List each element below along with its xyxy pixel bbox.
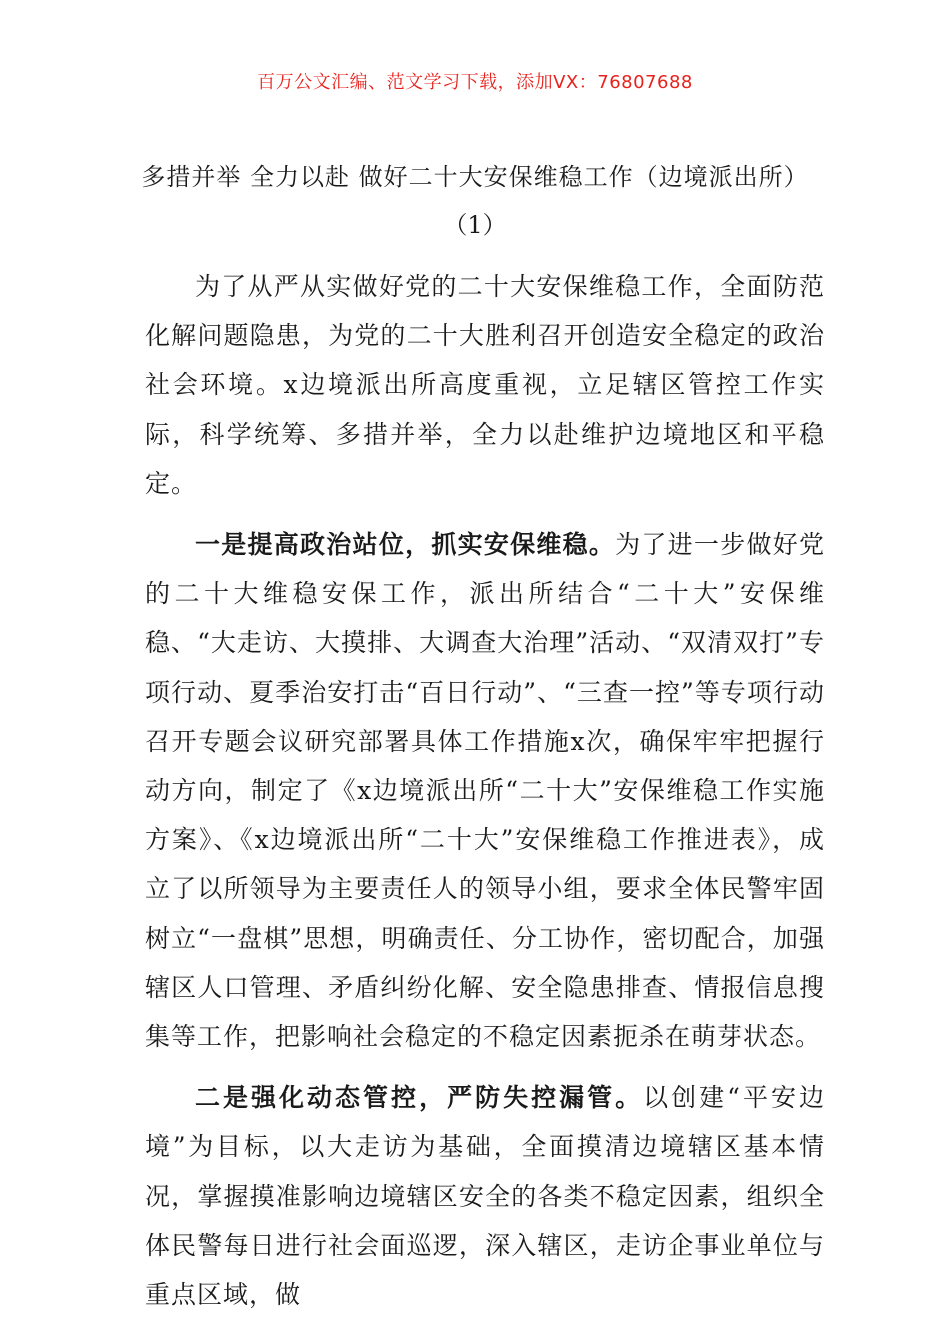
paragraph-point-2 [145,1073,825,1319]
paragraph-text: 为了从严从实做好党的二十大安保维稳工作，全面防范化解问题隐患，为党的二十大胜利召开创造安全稳定的政治社会环境。x边境派出所高度重视，立足辖区管控工作实际，科学统筹、多措并举，全力以赴维护边境地区和平稳定。 [145,272,825,498]
paragraph-point-1 [145,520,825,1061]
paragraph-intro [145,262,825,508]
paragraph-lead: 一是提高政治站位，抓实安保维稳。 [195,530,616,560]
paragraph-text: 以创建“平安边境”为目标，以大走访为基础，全面摸清边境辖区基本情况，掌握摸准影响边境辖区安全的各类不稳定因素，组织全体民警每日进行社会面巡逻，深入辖区，走访企事业单位与重点区域，做 [145,1083,825,1310]
header-note: 百万公文汇编、范文学习下载，添加VX：76807688 [257,72,693,93]
title-line-1: 多措并举 全力以赴 做好二十大安保维稳工作（边境派出所） [141,163,809,191]
paragraph-lead: 二是强化动态管控，严防失控漏管。 [195,1083,644,1113]
title-line-2: （1） [443,211,507,239]
document-title [0,160,950,242]
document-body [145,262,825,1331]
paragraph-text: 为了进一步做好党的二十大维稳安保工作，派出所结合“二十大”安保维稳、“大走访、大摸排、大调查大治理”活动、“双清双打”专项行动、夏季治安打击“百日行动”、“三查一控”等专项行动召开专题会议研究部署具体工作措施x次，确保牢牢把握行动方向，制定了《x边境派出所“二十大”安保维稳工作实施方案》、《x边境派出所“二十大”安保维稳工作推进表》，成立了以所领导为主要责任人的领导小组，要求全体民警牢固树立“一盘棋”思想，明确责任、分工协作，密切配合，加强辖区人口管理、矛盾纠纷化解、安全隐患排查、情报信息搜集等工作，把影响社会稳定的不稳定因素扼杀在萌芽状态。 [145,530,825,1052]
